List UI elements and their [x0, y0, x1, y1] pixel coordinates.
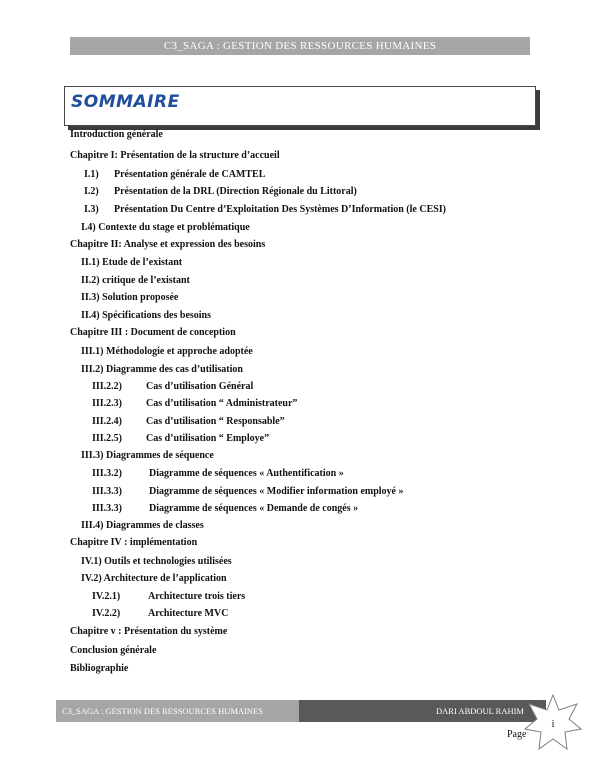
toc-entry-number: IV.2.2): [92, 608, 121, 619]
toc-entry-text: I.4) Contexte du stage et problématique: [81, 222, 250, 233]
toc-section[interactable]: [81, 222, 250, 234]
toc-chapter-2[interactable]: [70, 239, 265, 251]
toc-section[interactable]: [84, 186, 357, 198]
toc-entry-text: Diagramme de séquences « Modifier information employé »: [149, 486, 404, 497]
toc-entry-number: III.2.5): [92, 433, 123, 444]
toc-entry-text: II.3) Solution proposée: [81, 292, 179, 303]
page-title: SOMMAIRE: [71, 92, 180, 112]
toc-subsection[interactable]: [92, 381, 253, 393]
toc-chapter-1[interactable]: [70, 150, 280, 162]
page-label: Page: [507, 729, 527, 740]
toc-entry-text: Conclusion générale: [70, 645, 157, 656]
toc-entry-text: Cas d’utilisation “ Employe”: [146, 433, 270, 444]
toc-entry-number: III.3.2): [92, 468, 123, 479]
toc-entry-text: Chapitre II: Analyse et expression des besoins: [70, 239, 266, 250]
toc-entry-number: I.2): [84, 186, 99, 197]
footer-bar: [56, 700, 546, 722]
toc-section[interactable]: [81, 275, 190, 287]
toc-conclusion[interactable]: [70, 645, 156, 657]
toc-section[interactable]: [81, 573, 227, 585]
toc-entry-number: IV.2.1): [92, 591, 121, 602]
toc-entry-text: Présentation générale de CAMTEL: [114, 169, 266, 180]
toc-section[interactable]: [81, 520, 204, 532]
toc-subsection[interactable]: [92, 591, 245, 603]
toc-entry-number: I.3): [84, 204, 99, 215]
toc-entry-text: Chapitre v : Présentation du système: [70, 626, 228, 637]
toc-entry-text: Diagramme de séquences « Demande de congés »: [149, 503, 359, 514]
toc-entry-number: III.3.3): [92, 486, 123, 497]
toc-section[interactable]: [81, 364, 243, 376]
toc-entry-text: III.2) Diagramme des cas d’utilisation: [81, 364, 243, 375]
toc-subsection[interactable]: [92, 398, 297, 410]
page-number: i: [551, 719, 555, 730]
toc-entry-text: Chapitre III : Document de conception: [70, 327, 236, 338]
toc-entry-text: Chapitre I: Présentation de la structure d’accueil: [70, 150, 280, 161]
toc-entry-text: Bibliographie: [70, 663, 129, 674]
toc-subsection[interactable]: [92, 468, 344, 480]
toc-entry-text: III.1) Méthodologie et approche adoptée: [81, 346, 253, 357]
toc-chapter-3[interactable]: [70, 327, 236, 339]
toc-entry-text: Architecture trois tiers: [148, 591, 246, 602]
toc-section[interactable]: [81, 292, 178, 304]
toc-section[interactable]: [81, 450, 214, 462]
toc-entry-number: III.2.3): [92, 398, 123, 409]
toc-entry-text: Diagramme de séquences « Authentification »: [149, 468, 344, 479]
toc-entry-text: II.1) Etude de l’existant: [81, 257, 183, 268]
toc-subsection[interactable]: [92, 503, 358, 515]
toc-section[interactable]: [81, 257, 182, 269]
toc-entry-text: Chapitre IV : implémentation: [70, 537, 198, 548]
toc-entry-text: Cas d’utilisation Général: [146, 381, 254, 392]
toc-entry-text: Cas d’utilisation “ Responsable”: [146, 416, 285, 427]
toc-entry-number: III.3.3): [92, 503, 123, 514]
toc-entry-text: II.4) Spécifications des besoins: [81, 310, 212, 321]
toc-entry-text: Cas d’utilisation “ Administrateur”: [146, 398, 298, 409]
toc-entry-text: IV.1) Outils et technologies utilisées: [81, 556, 232, 567]
header-banner: C3_SAGA : GESTION DES RESSOURCES HUMAINES: [70, 37, 530, 55]
toc-section[interactable]: [81, 556, 232, 568]
toc-subsection[interactable]: [92, 416, 285, 428]
toc-subsection[interactable]: [92, 486, 404, 498]
sommaire-title-box: [64, 86, 536, 126]
toc-subsection[interactable]: [92, 433, 269, 445]
toc-entry-text: Présentation Du Centre d’Exploitation Des Systèmes D’Information (le CESI): [114, 204, 447, 215]
toc-entry-text: Présentation de la DRL (Direction Régionale du Littoral): [114, 186, 357, 197]
footer-project-title: C3_SAGA : GESTION DES RESSOURCES HUMAINES: [56, 700, 299, 722]
toc-entry-number: III.2.2): [92, 381, 123, 392]
toc-entry-text: III.4) Diagrammes de classes: [81, 520, 204, 531]
toc-entry-text: Architecture MVC: [148, 608, 229, 619]
toc-bibliography[interactable]: [70, 663, 128, 675]
page-number-star-icon: [524, 694, 582, 752]
toc-entry-number: III.2.4): [92, 416, 123, 427]
toc-entry-text: III.3) Diagrammes de séquence: [81, 450, 214, 461]
toc-chapter-4[interactable]: [70, 537, 197, 549]
toc-intro[interactable]: [70, 129, 163, 141]
footer-author: DARI ABDOUL RAHIM: [299, 700, 546, 722]
toc-entry-text: Introduction générale: [70, 129, 163, 140]
toc-section[interactable]: [81, 310, 211, 322]
toc-section[interactable]: [81, 346, 253, 358]
toc-section[interactable]: [84, 169, 265, 181]
toc-entry-number: I.1): [84, 169, 99, 180]
toc-section[interactable]: [84, 204, 446, 216]
toc-chapter-5[interactable]: [70, 626, 227, 638]
toc-subsection[interactable]: [92, 608, 228, 620]
toc-entry-text: II.2) critique de l’existant: [81, 275, 190, 286]
toc-entry-text: IV.2) Architecture de l’application: [81, 573, 227, 584]
